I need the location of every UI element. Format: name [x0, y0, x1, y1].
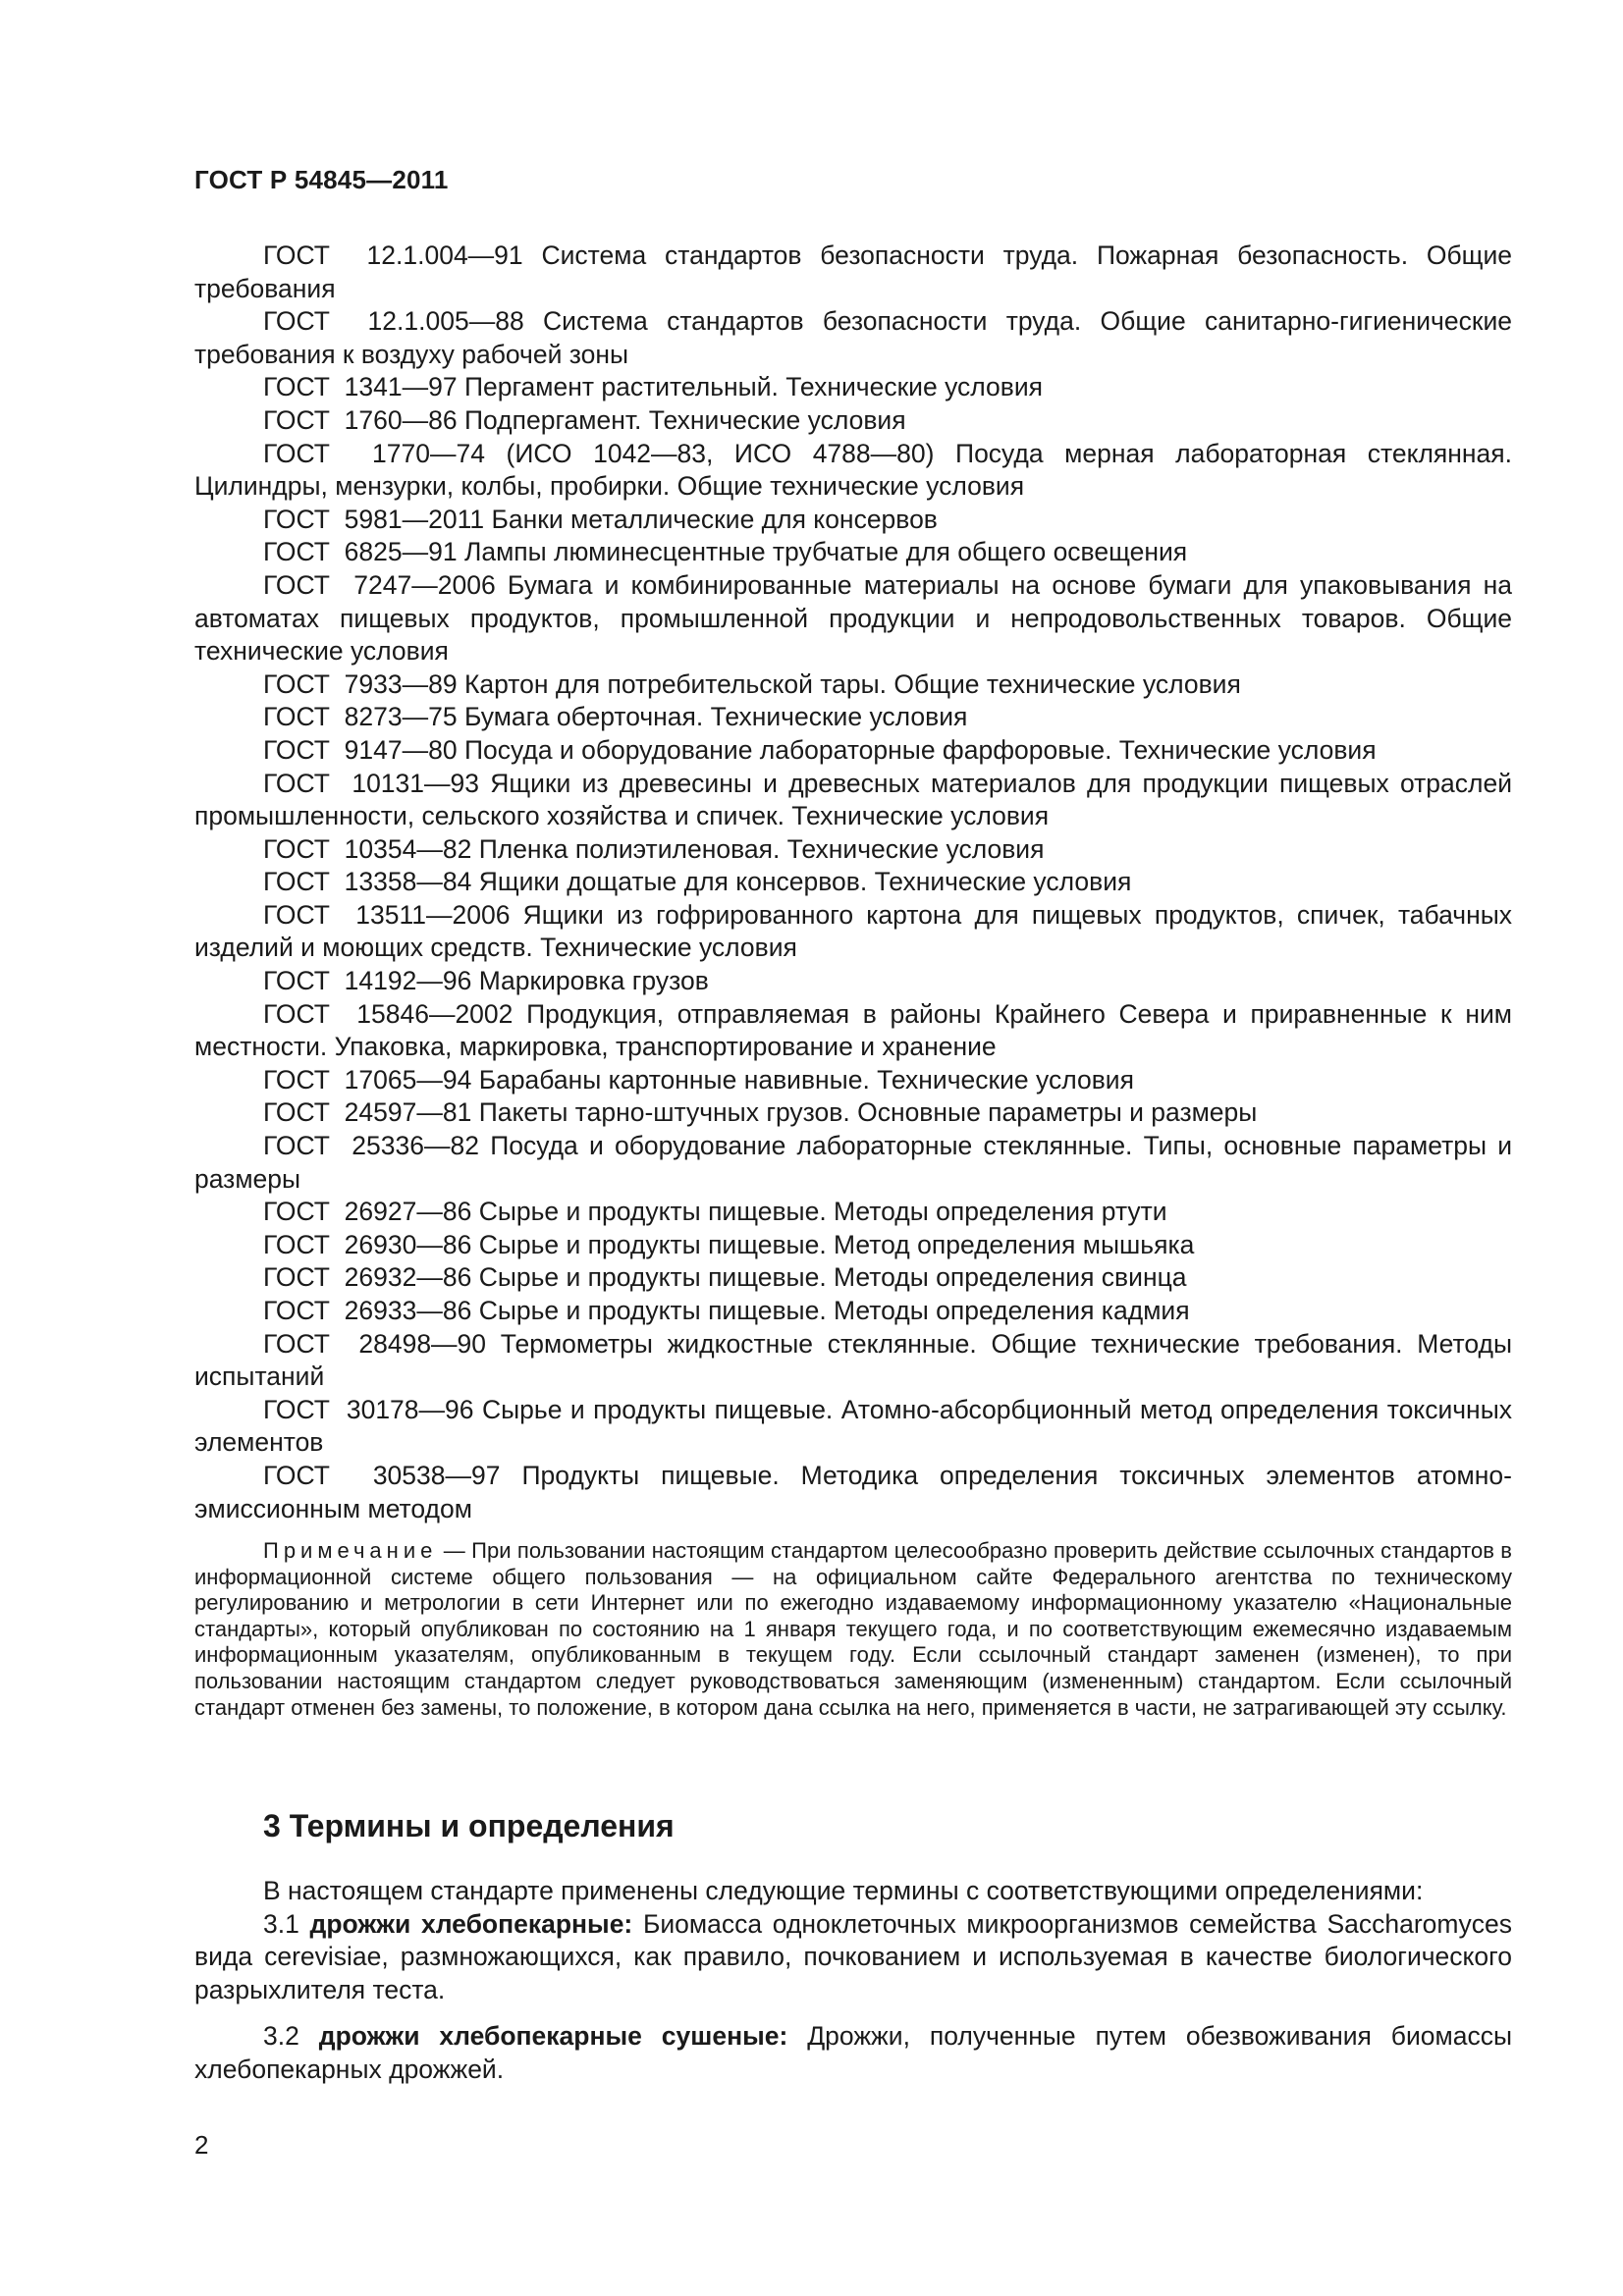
- section-title: 3 Термины и определения: [263, 1808, 675, 1843]
- term-name: дрожжи хлебопекарные сушеные:: [318, 2021, 788, 2052]
- reference-item: ГОСТ 26932—86 Сырье и продукты пищевые. Методы определения свинца: [263, 1262, 1187, 1293]
- reference-item: ГОСТ 30178—96 Сырье и продукты пищевые. Атомно-абсорбционный метод определения токсичных элементов: [194, 1394, 1512, 1458]
- reference-item: ГОСТ 7247—2006 Бумага и комбинированные материалы на основе бумаги для упаковывания на автоматах пищевых продуктов, промышленной продукции и непродовольственных товаров. Общие технические условия: [194, 569, 1512, 667]
- reference-item: ГОСТ 8273—75 Бумага оберточная. Технические условия: [263, 702, 968, 732]
- reference-item: ГОСТ 26930—86 Сырье и продукты пищевые. Метод определения мышьяка: [263, 1229, 1195, 1259]
- normative-references-list: [194, 240, 1512, 1525]
- term-definition: 3.2 дрожжи хлебопекарные сушеные: Дрожжи, полученные путем обезвоживания биомассы хлебопекарных дрожжей.: [194, 2021, 1512, 2084]
- reference-item: ГОСТ 17065—94 Барабаны картонные навивные. Технические условия: [263, 1064, 1134, 1095]
- reference-item: ГОСТ 25336—82 Посуда и оборудование лабораторные стеклянные. Типы, основные параметры и размеры: [194, 1131, 1513, 1194]
- term-name: дрожжи хлебопекарные:: [309, 1908, 633, 1939]
- note-text: — При пользовании настоящим стандартом целесообразно проверить действие ссылочных стандартов в информационной системе общего пользования — на официальном сайте Федерального агентства по техническому регулированию и метрологии в сети Интернет или по ежегодно издаваемому информационному указателю «Национальные стандарты», который опубликован по состоянию на 1 января текущего года, и по соответствующим ежемесячно издаваемым информационным указателям, опубликованным в текущем году. Если ссылочный стандарт заменен (изменен), то при пользовании настоящим стандартом следует руководствоваться заменяющим (измененным) стандартом. Если ссылочный стандарт отменен без замены, то положение, в котором дана ссылка на него, применяется в части, не затрагивающей эту ссылку.: [194, 1538, 1512, 1720]
- reference-item: ГОСТ 12.1.005—88 Система стандартов безопасности труда. Общие санитарно-гигиенические требования к воздуху рабочей зоны: [194, 306, 1512, 369]
- reference-item: ГОСТ 13511—2006 Ящики из гофрированного картона для пищевых продуктов, спичек, табачных изделий и моющих средств. Технические условия: [194, 899, 1512, 963]
- section-terms: [194, 1806, 1512, 2087]
- reference-item: ГОСТ 10354—82 Пленка полиэтиленовая. Технические условия: [263, 833, 1045, 864]
- note-label: Примечание: [263, 1538, 438, 1563]
- section-intro: В настоящем стандарте применены следующие термины с соответствующими определениями:: [263, 1876, 1424, 1905]
- reference-item: ГОСТ 26933—86 Сырье и продукты пищевые. Методы определения кадмия: [263, 1296, 1190, 1325]
- reference-item: ГОСТ 6825—91 Лампы люминесцентные трубчатые для общего освещения: [263, 537, 1188, 567]
- reference-item: ГОСТ 24597—81 Пакеты тарно-штучных грузов. Основные параметры и размеры: [263, 1097, 1258, 1128]
- reference-item: ГОСТ 12.1.004—91 Система стандартов безопасности труда. Пожарная безопасность. Общие требования: [194, 240, 1512, 303]
- term-definition: 3.1 дрожжи хлебопекарные: Биомасса одноклеточных микроорганизмов семейства Saccharomyces вида cerevisiae, размножающихся, как правило, почкованием и используемая в качестве биологического разрыхлителя теста.: [194, 1908, 1512, 2004]
- reference-item: ГОСТ 10131—93 Ящики из древесины и древесных материалов для продукции пищевых отраслей промышленности, сельского хозяйства и спичек. Технические условия: [194, 768, 1512, 831]
- document-header: ГОСТ Р 54845—2011: [194, 165, 449, 194]
- reference-item: ГОСТ 7933—89 Картон для потребительской тары. Общие технические условия: [263, 668, 1241, 699]
- reference-item: ГОСТ 30538—97 Продукты пищевые. Методика определения токсичных элементов атомно-эмиссионным методом: [194, 1460, 1512, 1523]
- reference-item: ГОСТ 1770—74 (ИСО 1042—83, ИСО 4788—80) Посуда мерная лабораторная стеклянная. Цилиндры, мензурки, колбы, пробирки. Общие технические условия: [194, 438, 1512, 502]
- page-number: 2: [194, 2130, 209, 2160]
- reference-item: ГОСТ 1341—97 Пергамент растительный. Технические условия: [263, 372, 1043, 402]
- note-paragraph: [194, 1538, 1512, 1721]
- reference-item: ГОСТ 15846—2002 Продукция, отправляемая в районы Крайнего Севера и приравненные к ним местности. Упаковка, маркировка, транспортирование и хранение: [194, 998, 1512, 1062]
- reference-item: ГОСТ 28498—90 Термометры жидкостные стеклянные. Общие технические требования. Методы испытаний: [194, 1328, 1512, 1392]
- reference-item: ГОСТ 14192—96 Маркировка грузов: [263, 966, 709, 996]
- reference-item: ГОСТ 1760—86 Подпергамент. Технические условия: [263, 404, 906, 435]
- reference-item: ГОСТ 5981—2011 Банки металлические для консервов: [263, 504, 938, 534]
- reference-item: ГОСТ 9147—80 Посуда и оборудование лабораторные фарфоровые. Технические условия: [263, 734, 1377, 765]
- reference-item: ГОСТ 13358—84 Ящики дощатые для консервов. Технические условия: [263, 867, 1132, 897]
- reference-item: ГОСТ 26927—86 Сырье и продукты пищевые. Методы определения ртути: [263, 1197, 1167, 1227]
